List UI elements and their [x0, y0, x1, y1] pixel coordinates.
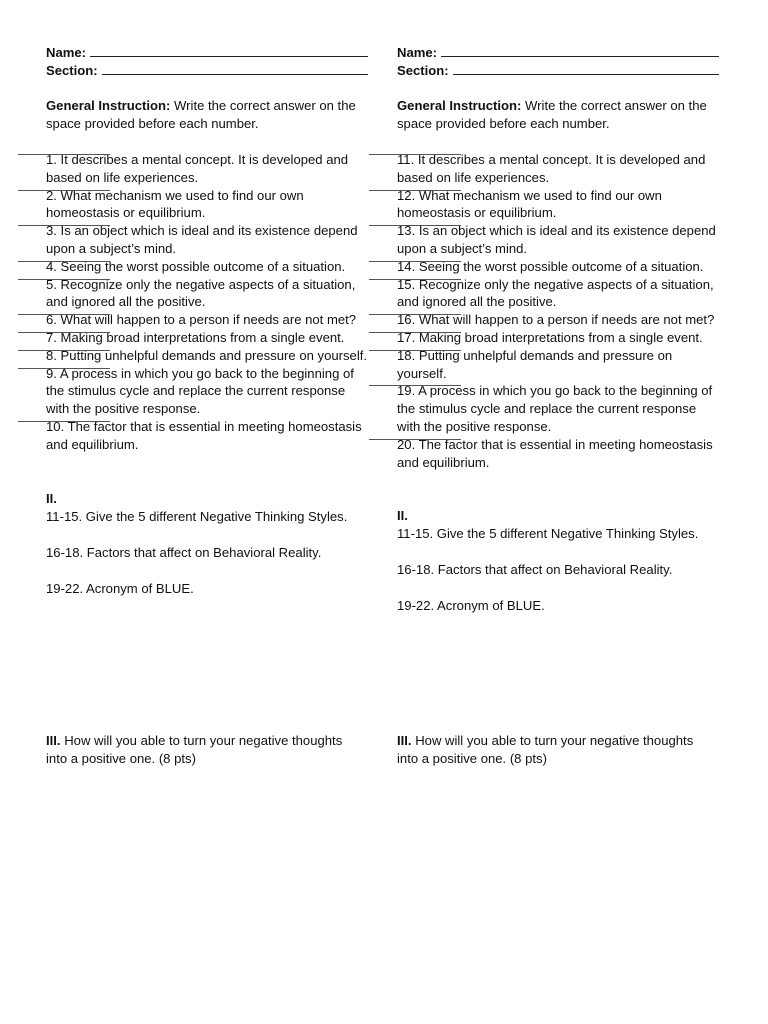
section-three-heading: III.	[397, 733, 412, 748]
question-item	[46, 347, 368, 365]
question-text: 17. Making broad interpretations from a single event.	[397, 329, 703, 345]
question-text: 14. Seeing the worst possible outcome of a situation.	[397, 258, 704, 274]
section-blank-line	[102, 61, 368, 75]
question-item	[46, 258, 368, 276]
section-two-question: 11-15. Give the 5 different Negative Thinking Styles.	[397, 526, 699, 542]
section-label: Section:	[46, 63, 98, 78]
quiz-copy-right	[397, 43, 719, 633]
answer-blank	[369, 154, 461, 155]
section-blank-line	[453, 61, 719, 75]
section-two	[397, 507, 719, 615]
answer-blank	[369, 439, 461, 440]
question-list	[397, 151, 719, 471]
answer-blank	[369, 261, 461, 262]
answer-blank	[18, 279, 110, 280]
section-two-heading: II.	[397, 508, 408, 524]
question-text: 12. What mechanism we used to find our own homeostasis or equilibrium.	[397, 187, 662, 221]
section-three-text: How will you able to turn your negative thoughts into a positive one. (8 pts)	[46, 733, 343, 766]
section-two-question: 19-22. Acronym of BLUE.	[46, 580, 194, 596]
question-item	[397, 311, 719, 329]
answer-blank	[18, 368, 110, 369]
question-text: 2. What mechanism we used to find our own homeostasis or equilibrium.	[46, 187, 304, 221]
answer-blank	[18, 421, 110, 422]
quiz-copy-left	[46, 43, 368, 616]
answer-blank	[18, 154, 110, 155]
question-item	[46, 311, 368, 329]
answer-blank	[18, 225, 110, 226]
answer-blank	[18, 350, 110, 351]
section-three-text: How will you able to turn your negative thoughts into a positive one. (8 pts)	[397, 733, 694, 766]
question-item	[397, 276, 719, 312]
section-field	[46, 61, 368, 79]
question-item	[46, 365, 368, 418]
answer-blank	[18, 314, 110, 315]
question-item	[46, 276, 368, 312]
general-instruction	[46, 97, 368, 133]
answer-blank	[369, 190, 461, 191]
question-text: 6. What will happen to a person if needs are not met?	[46, 312, 357, 328]
section-three-heading: III.	[46, 733, 61, 748]
question-text: 13. Is an object which is ideal and its existence depend upon a subject’s mind.	[397, 223, 716, 256]
question-item	[397, 436, 719, 472]
question-text: 5. Recognize only the negative aspects of a situation, and ignored all the positive.	[46, 276, 356, 310]
question-item	[46, 222, 368, 258]
name-field	[397, 43, 719, 61]
question-item	[397, 187, 719, 223]
question-item	[397, 222, 719, 258]
question-text: 10. The factor that is essential in meeting homeostasis and equilibrium.	[46, 418, 362, 452]
instruction-heading: General Instruction:	[397, 98, 522, 113]
section-two-question: 11-15. Give the 5 different Negative Thinking Styles.	[46, 508, 348, 524]
question-text: 1. It describes a mental concept. It is developed and based on life experiences.	[46, 152, 349, 185]
question-item	[397, 347, 719, 383]
general-instruction	[397, 97, 719, 133]
question-text: 8. Putting unhelpful demands and pressure on yourself.	[46, 347, 368, 363]
section-three-left	[46, 732, 346, 768]
answer-blank	[369, 385, 461, 386]
question-text: 16. What will happen to a person if needs are not met?	[397, 312, 715, 328]
question-list	[46, 151, 368, 454]
question-text: 3. Is an object which is ideal and its existence depend upon a subject’s mind.	[46, 223, 358, 256]
name-label: Name:	[46, 45, 87, 60]
name-blank-line	[441, 43, 719, 57]
instruction-heading: General Instruction:	[46, 98, 171, 113]
section-two-question: 16-18. Factors that affect on Behavioral Reality.	[46, 544, 322, 560]
section-two-question: 16-18. Factors that affect on Behavioral Reality.	[397, 562, 673, 578]
answer-blank	[369, 225, 461, 226]
section-three-right	[397, 732, 697, 768]
answer-blank	[369, 279, 461, 280]
question-text: 18. Putting unhelpful demands and pressure on yourself.	[397, 347, 673, 381]
answer-blank	[18, 190, 110, 191]
question-item	[397, 258, 719, 276]
section-two-question: 19-22. Acronym of BLUE.	[397, 598, 545, 614]
answer-blank	[369, 350, 461, 351]
instruction-text: Write the correct answer on the space provided before each number.	[46, 98, 356, 131]
instruction-text: Write the correct answer on the space provided before each number.	[397, 98, 707, 131]
name-label: Name:	[397, 45, 438, 60]
answer-blank	[369, 332, 461, 333]
question-text: 4. Seeing the worst possible outcome of a situation.	[46, 258, 346, 274]
question-text: 11. It describes a mental concept. It is developed and based on life experiences.	[397, 152, 706, 185]
answer-blank	[369, 314, 461, 315]
question-text: 9. A process in which you go back to the beginning of the stimulus cycle and replace the current response with the positive response.	[46, 365, 354, 417]
section-two	[46, 490, 368, 598]
section-label: Section:	[397, 63, 449, 78]
question-item	[46, 187, 368, 223]
section-two-heading: II.	[46, 490, 57, 506]
question-text: 7. Making broad interpretations from a single event.	[46, 329, 345, 345]
question-text: 20. The factor that is essential in meeting homeostasis and equilibrium.	[397, 436, 713, 470]
question-item	[46, 151, 368, 187]
name-field	[46, 43, 368, 61]
question-item	[397, 329, 719, 347]
question-item	[397, 382, 719, 435]
answer-blank	[18, 332, 110, 333]
section-field	[397, 61, 719, 79]
question-text: 19. A process in which you go back to the beginning of the stimulus cycle and replace the current response with the positive response.	[397, 383, 713, 434]
question-item	[397, 151, 719, 187]
question-item	[46, 329, 368, 347]
name-blank-line	[90, 43, 368, 57]
question-item	[46, 418, 368, 454]
answer-blank	[18, 261, 110, 262]
question-text: 15. Recognize only the negative aspects of a situation, and ignored all the positive.	[397, 276, 714, 310]
